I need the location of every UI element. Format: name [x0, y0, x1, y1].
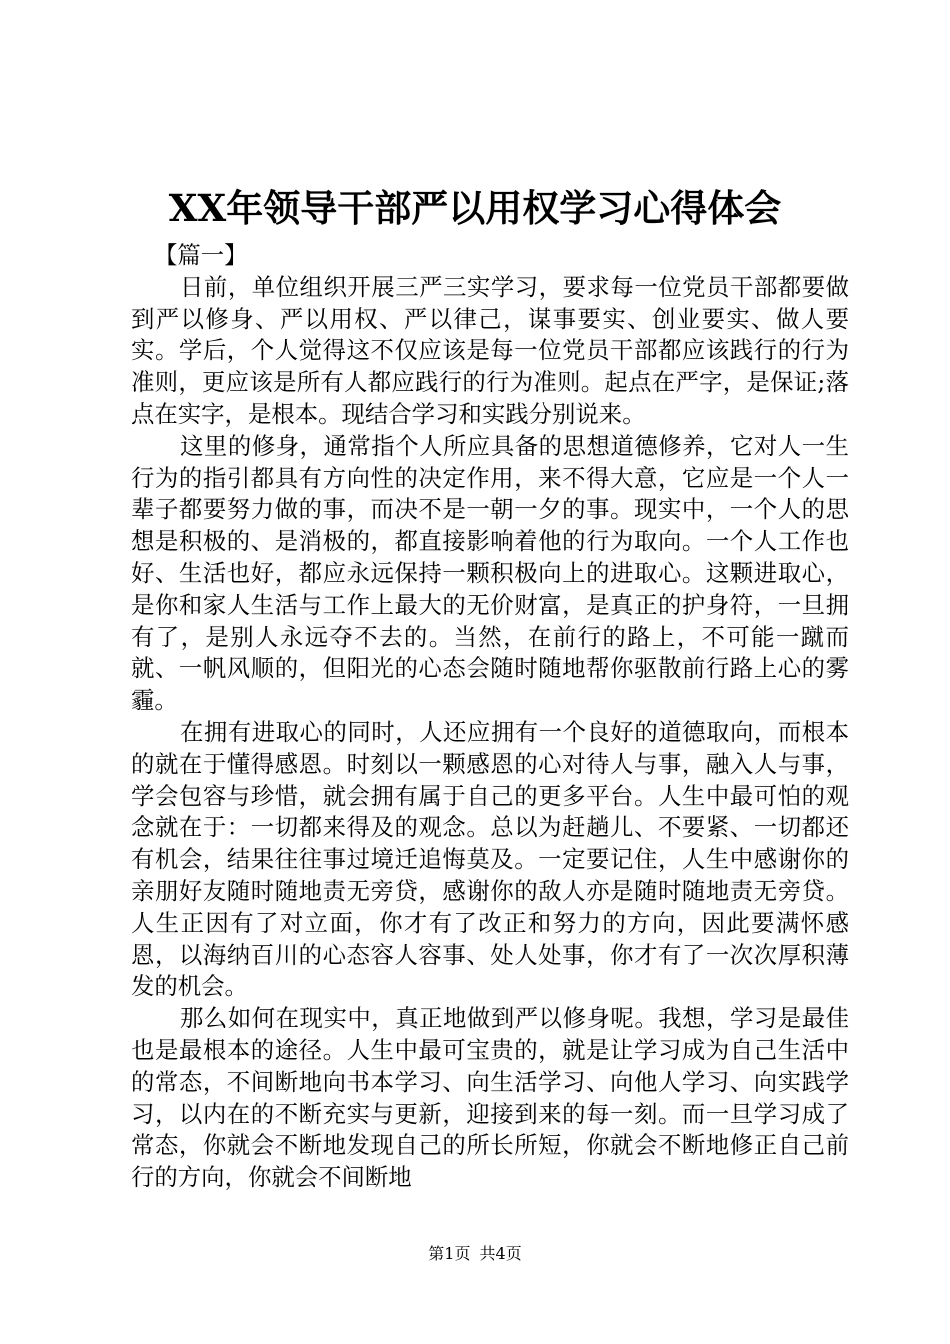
section-label: 【篇一】: [154, 241, 248, 269]
document-title: XX年领导干部严以用权学习心得体会: [168, 186, 782, 230]
paragraph-3: 在拥有进取心的同时，人还应拥有一个良好的道德取向，而根本的就在于懂得感恩。时刻以一颗感恩的心对待人与事，融入人与事，学会包容与珍惜，就会拥有属于自己的更多平台。人生中最可怕的观念就在于：一切都来得及的观念。总以为赶趟儿、不要紧、一切都还有机会，结果往往事过境迁追悔莫及。一定要记住，人生中感谢你的亲朋好友随时随地责无旁贷，感谢你的敌人亦是随时随地责无旁贷。人生正因有了对立面，你才有了改正和努力的方向，因此要满怀感恩，以海纳百川的心态容人容事、处人处事，你才有了一次次厚积薄发的机会。: [131, 717, 849, 1001]
paragraph-4: 那么如何在现实中，真正地做到严以修身呢。我想，学习是最佳也是最根本的途径。人生中最可宝贵的，就是让学习成为自己生活中的常态，不间断地向书本学习、向生活学习、向他人学习、向实践学习，以内在的不断充实与更新，迎接到来的每一刻。而一旦学习成了常态，你就会不断地发现自己的所长所短，你就会不断地修正自己前行的方向，你就会不间断地: [131, 1004, 849, 1192]
document-body: [131, 240, 849, 1194]
paragraph-1: 日前，单位组织开展三严三实学习，要求每一位党员干部都要做到严以修身、严以用权、严以律己，谋事要实、创业要实、做人要实。学后，个人觉得这不仅应该是每一位党员干部都应该践行的行为准则，更应该是所有人都应践行的行为准则。起点在严字，是保证;落点在实字，是根本。现结合学习和实践分别说来。: [131, 272, 849, 428]
page-footer: [0, 1244, 950, 1264]
page-number-total: 共4页: [479, 1244, 522, 1263]
paragraph-2: 这里的修身，通常指个人所应具备的思想道德修养，它对人一生行为的指引都具有方向性的决定作用，来不得大意，它应是一个人一辈子都要努力做的事，而决不是一朝一夕的事。现实中，一个人的思想是积极的、是消极的，都直接影响着他的行为取向。一个人工作也好、生活也好，都应永远保持一颗积极向上的进取心。这颗进取心，是你和家人生活与工作上最大的无价财富，是真正的护身符，一旦拥有了，是别人永远夺不去的。当然，在前行的路上，不可能一蹴而就、一帆风顺的，但阳光的心态会随时随地帮你驱散前行路上心的雾霾。: [131, 431, 849, 715]
page-number-current: 第1页: [428, 1244, 471, 1263]
